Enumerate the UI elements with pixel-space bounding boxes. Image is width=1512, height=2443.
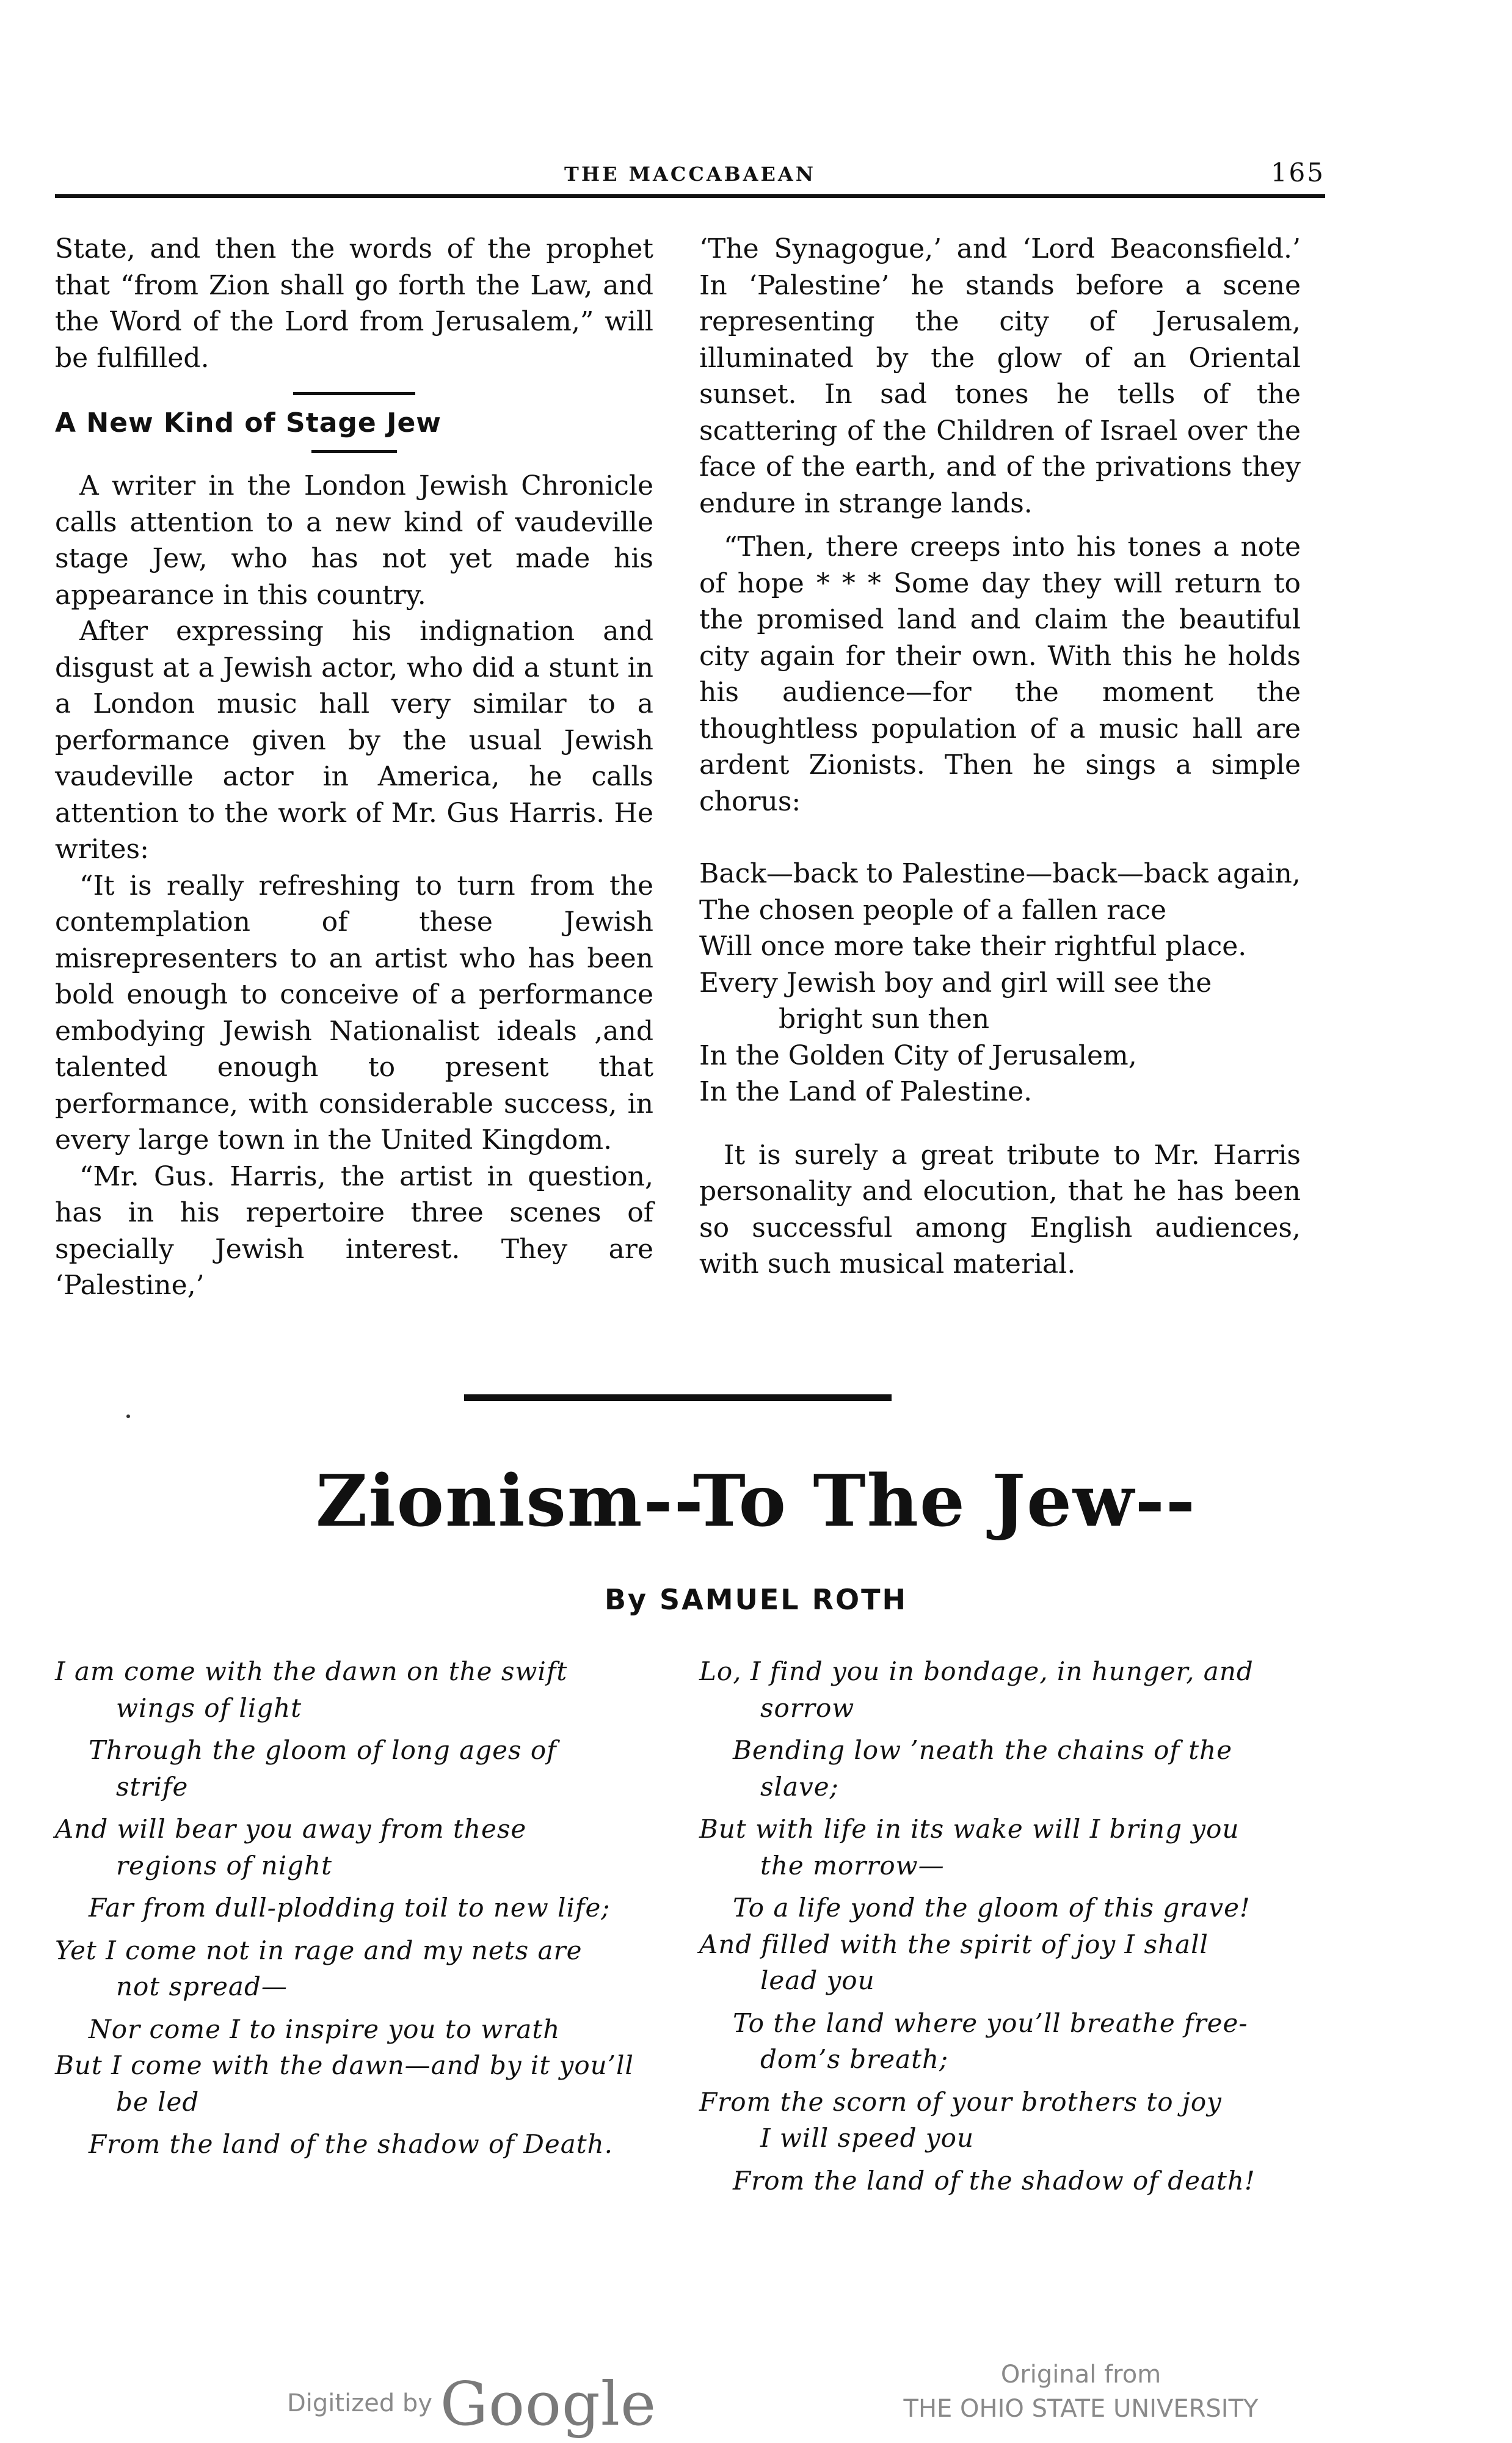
google-logo: Google xyxy=(440,2370,657,2439)
institution-name: THE OHIO STATE UNIVERSITY xyxy=(903,2395,1259,2423)
paragraph: After expressing his indignation and disgust at a Jewish actor, who did a stunt in a London music hall very similar to a performance given by the usual Jewish vaudeville actor in America, he calls attention to the work of Mr. Gus Harris. He writes: xyxy=(55,616,653,865)
section-heading: A New Kind of Stage Jew xyxy=(55,407,442,439)
poem-line: be led xyxy=(116,2086,200,2117)
chorus-line: The chosen people of a fallen race xyxy=(699,894,1167,926)
header-rule xyxy=(55,194,1325,198)
paragraph: It is surely a great tribute to Mr. Harris personality and elocution, that he has been so successful among English audiences, with such musical material. xyxy=(699,1139,1301,1280)
poem-line: But I come with the dawn—and by it you’ll xyxy=(55,2050,634,2080)
poem-line: And filled with the spirit of joy I shall xyxy=(699,1929,1209,1959)
chorus-line: Will once more take their rightful place. xyxy=(699,931,1247,962)
poem-title: Zionism--To The Jew-- xyxy=(315,1460,1197,1543)
divider xyxy=(293,392,415,395)
paragraph: ‘The Synagogue,’ and ‘Lord Beaconsfield.’ In ‘Palestine’ he stands before a scene representing the city of Jerusalem, illuminated by the glow of an Oriental sunset. In sad tones he tells of the scattering of the Children of Israel over the face of the earth, and of the privations they endure in strange lands. xyxy=(699,233,1301,519)
article-left-column xyxy=(55,231,653,1304)
poem-line: Far from dull-plodding toil to new life; xyxy=(89,1893,611,1923)
poem-line: sorrow xyxy=(760,1692,855,1723)
source-credit xyxy=(873,2357,1288,2426)
poem-line: regions of night xyxy=(116,1850,332,1880)
chorus-line: In the Land of Palestine. xyxy=(699,1076,1033,1107)
poem-line: I am come with the dawn on the swift xyxy=(55,1656,568,1686)
digitized-credit xyxy=(287,2370,656,2439)
poem-line: To the land where you’ll breathe free- xyxy=(733,2008,1248,2038)
poem-line: From the scorn of your brothers to joy xyxy=(699,2086,1222,2117)
divider xyxy=(311,450,397,453)
poem-line: Yet I come not in rage and my nets are xyxy=(55,1935,583,1965)
paragraph: A writer in the London Jewish Chronicle calls attention to a new kind of vaudeville stage Jew, who has not yet made his appearance in this country. xyxy=(55,470,653,611)
chorus-verse xyxy=(699,856,1301,1110)
poem-line: But with life in its wake will I bring you xyxy=(699,1814,1240,1844)
chorus-line: Back—back to Palestine—back—back again, xyxy=(699,858,1301,889)
poem-line: From the land of the shadow of Death. xyxy=(89,2129,614,2159)
running-header xyxy=(55,158,1325,194)
poem-left-column xyxy=(55,1653,660,2163)
poem-line: strife xyxy=(116,1771,189,1802)
digitized-by-label: Digitized by xyxy=(287,2389,432,2417)
poem-line: I will speed you xyxy=(760,2123,974,2153)
poem-line: Nor come I to inspire you to wrath xyxy=(89,2014,561,2044)
paragraph: “Then, there creeps into his tones a note of hope * * * Some day they will return to the promised land and claim the beautiful city again for their own. With this he holds his audience—for the moment the thoughtless population of a music hall are ardent Zionists. Then he sings a simple chorus: xyxy=(699,531,1301,817)
speck xyxy=(126,1414,130,1418)
poem-line: Through the gloom of long ages of xyxy=(89,1735,557,1765)
original-from-label: Original from xyxy=(1000,2361,1161,2389)
paragraph: “Mr. Gus. Harris, the artist in question, has in his repertoire three scenes of specially Jewish interest. They are ‘Palestine,’ xyxy=(55,1160,653,1301)
poem-byline: By SAMUEL ROTH xyxy=(604,1583,908,1616)
paragraph: “It is really refreshing to turn from the contemplation of these Jewish misrepresenters to an artist who has been bold enough to conceive of a performance embodying Jewish Nationalist ideals ,and talented enough to present that performance, with considerable success, in every large town in the United Kingdom. xyxy=(55,870,653,1156)
section-divider xyxy=(464,1394,892,1401)
paragraph: State, and then the words of the prophet that “from Zion shall go forth the Law, and the Word of the Lord from Jerusalem,” will be fulfilled. xyxy=(55,233,653,374)
poem-line: wings of light xyxy=(116,1692,302,1723)
poem-line: not spread— xyxy=(116,1972,288,2001)
poem-line: To a life yond the gloom of this grave! xyxy=(733,1893,1251,1923)
article-right-column xyxy=(699,231,1301,1283)
chorus-line: bright sun then xyxy=(779,1003,990,1035)
poem-line: dom’s breath; xyxy=(760,2044,949,2074)
page-number: 165 xyxy=(1270,158,1325,188)
chorus-line: In the Golden City of Jerusalem, xyxy=(699,1039,1137,1071)
poem-line: And will bear you away from these xyxy=(55,1814,527,1844)
poem-line: slave; xyxy=(760,1771,839,1802)
poem-right-column xyxy=(699,1653,1310,2199)
poem-line: From the land of the shadow of death! xyxy=(733,2165,1256,2196)
poem-line: Bending low ’neath the chains of the xyxy=(733,1735,1233,1765)
poem-line: Lo, I find you in bondage, in hunger, and xyxy=(699,1656,1254,1686)
running-title: THE MACCABAEAN xyxy=(564,162,816,186)
chorus-line: Every Jewish boy and girl will see the xyxy=(699,967,1212,999)
poem-line: lead you xyxy=(760,1965,875,1995)
poem-line: the morrow— xyxy=(760,1850,945,1880)
